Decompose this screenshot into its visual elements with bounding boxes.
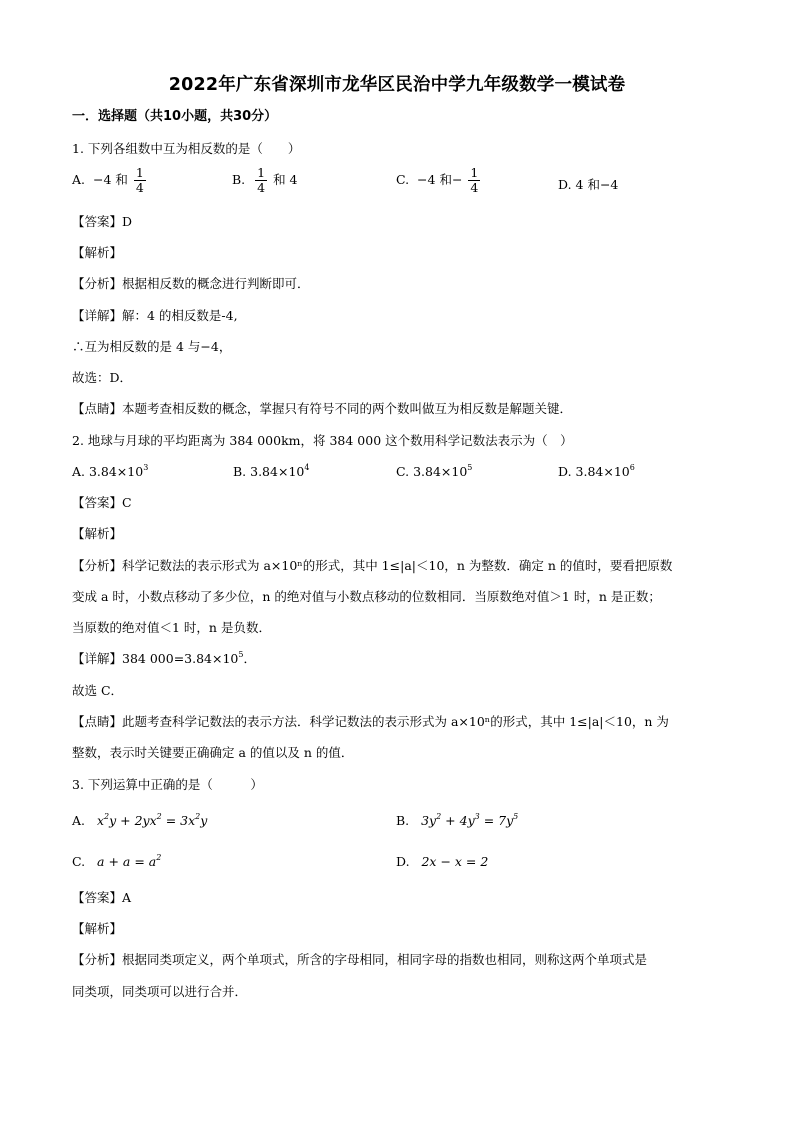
q1-fenxi: 【分析】根据相反数的概念进行判断即可． — [72, 276, 310, 291]
q2-option-d: D. $3.84\times 10^6$ — [558, 463, 635, 479]
q3-fenxi-line-1: 【分析】根据同类项定义，两个单项式，所含的字母相同，相同字母的指数也相同，则称这两个单项式是 — [72, 952, 648, 967]
q2-analysis-label: 【解析】 — [72, 526, 123, 541]
q3-option-d: D. 2x − x = 2 — [396, 854, 489, 869]
question-2-stem: 2. 地球与月球的平均距离为 384 000km，将 384 000 这个数用科学记数法表示为（ ） — [72, 433, 573, 448]
q1-answer: 【答案】D — [72, 214, 133, 229]
fraction: $\frac{1}{4}$ — [135, 165, 144, 195]
page-title: 2022年广东省深圳市龙华区民治中学九年级数学一模试卷 — [168, 75, 626, 95]
q2-option-c: C. $3.84\times 10^5$ — [396, 463, 473, 479]
q2-comment-line-2: 整数，表示时关键要正确确定 a 的值以及 n 的值． — [72, 745, 354, 760]
q1-detail: 【详解】解：4 的相反数是-4, — [72, 308, 238, 323]
fraction: $\frac{1}{4}$ — [470, 165, 479, 195]
q2-detail: 【详解】384 $000=3.84\times 10^5$． — [72, 650, 256, 666]
q3-option-a-formula: $x^2y + 2yx^2 = 3x^2y$ — [96, 812, 208, 828]
q3-analysis-label: 【解析】 — [72, 921, 123, 936]
q2-choose: 故选 C． — [72, 683, 124, 698]
q1-option-c: C. −4 和− $\frac{1}{4}$ — [396, 165, 479, 195]
question-3-stem: 3. 下列运算中正确的是（ ） — [72, 777, 263, 792]
q3-option-b-formula: $3y^2 + 4y^3 = 7y^5$ — [421, 812, 519, 828]
q3-answer: 【答案】A — [72, 890, 132, 905]
q1-option-d: D. 4 和−4 — [558, 177, 619, 192]
q3-fenxi-line-2: 同类项，同类项可以进行合并． — [72, 984, 248, 999]
q3-option-c-formula: $a + a = a^2$ — [97, 853, 162, 869]
q2-fenxi-line-3: 当原数的绝对值＜1 时，n 是负数． — [72, 620, 271, 635]
q1-therefore: ∴互为相反数的是 4 与−4， — [72, 339, 232, 354]
q3-option-b: B. $3y^2 + 4y^3 = 7y^5$ — [396, 812, 519, 828]
q2-option-b: B. $3.84\times 10^4$ — [233, 463, 310, 479]
q2-option-a: A. $3.84\times 10^3$ — [72, 463, 149, 479]
q2-fenxi-line-2: 变成 a 时，小数点移动了多少位，n 的绝对值与小数点移动的位数相同．当原数绝对值＞1 时，n 是正数； — [72, 589, 661, 604]
q1-option-a: A. −4 和 $\frac{1}{4}$ — [72, 165, 144, 195]
fraction: $\frac{1}{4}$ — [257, 165, 266, 195]
q2-answer: 【答案】C — [72, 495, 132, 510]
q3-option-d-formula: 2x − x = 2 — [421, 854, 489, 869]
q2-fenxi-line-1: 【分析】科学记数法的表示形式为 a×10ⁿ的形式，其中 1≤|a|＜10，n 为整数．确定 n 的值时，要看把原数 — [72, 558, 673, 573]
question-1-stem: 1. 下列各组数中互为相反数的是（ ） — [72, 141, 301, 156]
q3-option-a: A. $x^2y + 2yx^2 = 3x^2y$ — [72, 812, 208, 828]
q1-option-b: B. $\frac{1}{4}$ 和 4 — [232, 165, 298, 195]
q3-option-c: C. $a + a = a^2$ — [72, 853, 162, 869]
section-heading: 一．选择题（共10小题，共30分） — [72, 109, 278, 124]
q1-choose: 故选：D． — [72, 370, 133, 385]
q2-comment-line-1: 【点睛】此题考查科学记数法的表示方法．科学记数法的表示形式为 a×10ⁿ的形式，其中 1≤|a|＜10，n 为 — [72, 714, 669, 729]
q1-analysis-label: 【解析】 — [72, 245, 123, 260]
q1-comment: 【点睛】本题考查相反数的概念，掌握只有符号不同的两个数叫做互为相反数是解题关键． — [72, 401, 573, 416]
